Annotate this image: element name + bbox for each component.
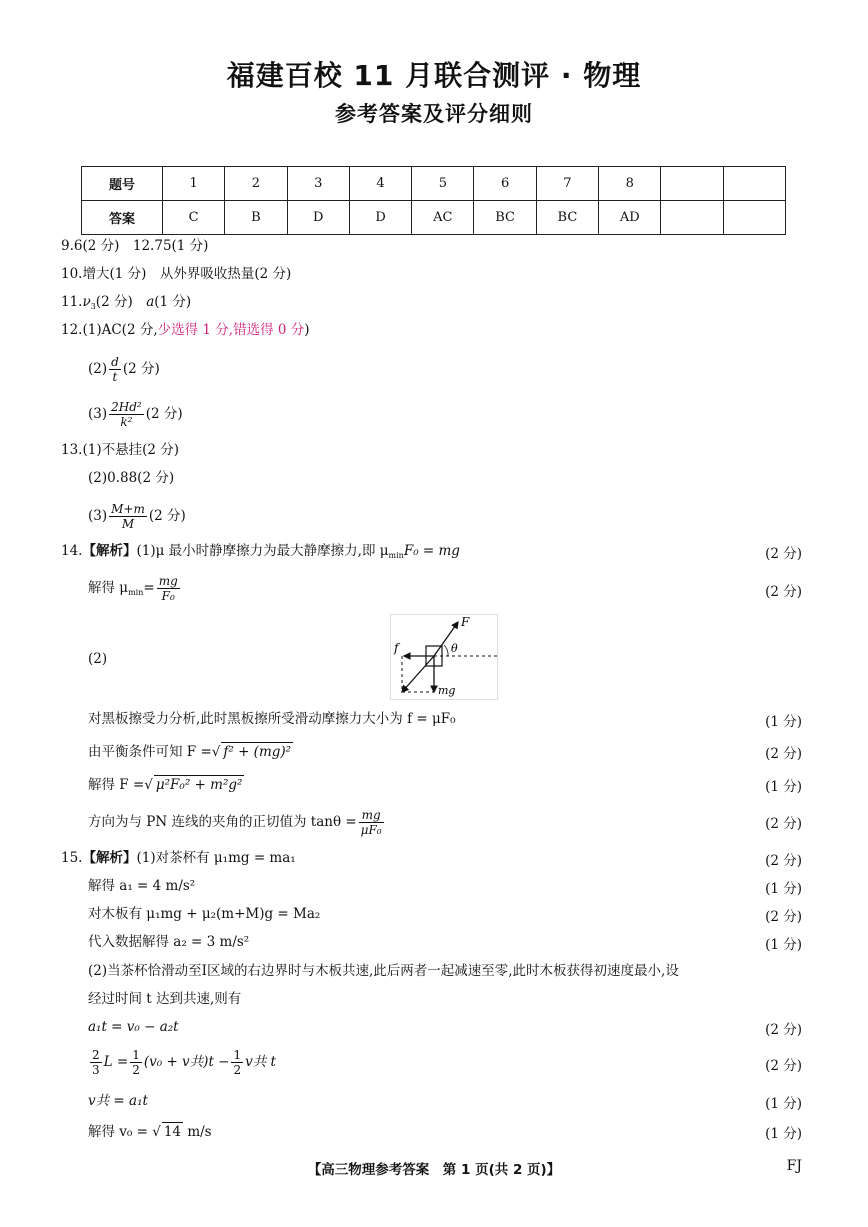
answer-q15-6: 经过时间 t 达到共速,则有 bbox=[88, 991, 242, 1007]
table-cell: BC bbox=[474, 201, 536, 235]
q12-3-fraction bbox=[109, 400, 144, 429]
corner-code: FJ bbox=[786, 1158, 802, 1174]
score-label: (2 分) bbox=[765, 546, 802, 562]
table-cell: BC bbox=[536, 201, 598, 235]
fraction-numerator: 2Hd² bbox=[111, 400, 142, 414]
fraction-denominator: k² bbox=[120, 415, 133, 429]
label-mg: mg bbox=[438, 684, 456, 697]
fraction-denominator: 2 bbox=[132, 1063, 140, 1077]
q11-symbol: ν bbox=[82, 294, 91, 310]
q12-3-score: (2 分) bbox=[145, 406, 183, 422]
fraction-denominator: t bbox=[112, 370, 118, 384]
q14-line5-radicand: f² + (mg)² bbox=[223, 744, 292, 760]
label-f: f bbox=[394, 641, 399, 655]
table-cell: B bbox=[225, 201, 287, 235]
table-cell bbox=[661, 201, 723, 235]
answer-q14-2 bbox=[88, 574, 182, 603]
table-cell: 3 bbox=[287, 167, 349, 201]
q15-number: 15. bbox=[61, 850, 83, 866]
q13-3-label: (3) bbox=[88, 508, 108, 524]
fraction-denominator: M bbox=[121, 517, 135, 531]
answer-q14-5 bbox=[88, 742, 293, 761]
fraction-half-b bbox=[231, 1048, 243, 1077]
score-label: (1 分) bbox=[765, 937, 802, 953]
q14-line1-eq: F₀ = mg bbox=[403, 543, 460, 559]
q12-2-score: (2 分) bbox=[122, 361, 160, 377]
fraction-denominator: 3 bbox=[92, 1063, 100, 1077]
score-label: (2 分) bbox=[765, 1058, 802, 1074]
answer-q13-2: (2)0.88(2 分) bbox=[88, 470, 175, 486]
table-header-number: 题号 bbox=[82, 167, 163, 201]
fraction-denominator: 2 bbox=[233, 1063, 242, 1077]
fraction-denominator: F₀ bbox=[161, 589, 175, 603]
fraction-numerator: 1 bbox=[233, 1048, 242, 1062]
q13-3-fraction bbox=[109, 502, 147, 531]
answer-q15-2: 解得 a₁ = 4 m/s² bbox=[88, 878, 196, 894]
table-cell: 7 bbox=[536, 167, 598, 201]
answer-table bbox=[81, 166, 786, 235]
resultant-arrow bbox=[402, 656, 434, 692]
table-cell bbox=[661, 167, 723, 201]
q13-3-score: (2 分) bbox=[148, 508, 186, 524]
score-label: (1 分) bbox=[765, 779, 802, 795]
answer-q12-1 bbox=[61, 321, 310, 339]
q12-1-note: 少选得 1 分,错选得 0 分 bbox=[157, 322, 305, 338]
fraction-numerator: mg bbox=[158, 574, 178, 588]
table-cell: AD bbox=[599, 201, 661, 235]
q14-line7-text: 方向为与 PN 连线的夹角的正切值为 tanθ = bbox=[88, 814, 357, 830]
q15-line10-unit: m/s bbox=[187, 1124, 212, 1140]
table-cell: C bbox=[163, 201, 225, 235]
table-cell: D bbox=[349, 201, 411, 235]
q12-1-text: 12.(1)AC(2 分, bbox=[61, 322, 158, 338]
answer-q15-5: (2)当茶杯恰滑动至Ⅰ区域的右边界时与木板共速,此后两者一起减速至零,此时木板获得初速度最小,设 bbox=[88, 963, 679, 979]
q14-line2-fraction bbox=[157, 574, 180, 603]
table-cell: 5 bbox=[412, 167, 474, 201]
q15-tag: 【解析】 bbox=[82, 850, 137, 866]
q11-subscript: 3 bbox=[90, 302, 96, 311]
table-cell: 2 bbox=[225, 167, 287, 201]
answer-q15-4: 代入数据解得 a₂ = 3 m/s² bbox=[88, 934, 250, 950]
q14-line6-text: 解得 F = bbox=[88, 777, 145, 793]
table-cell: AC bbox=[412, 201, 474, 235]
q14-line2-eq: = bbox=[143, 580, 155, 596]
answer-q12-2 bbox=[88, 355, 160, 384]
q14-tag: 【解析】 bbox=[82, 543, 137, 559]
answer-q11 bbox=[61, 293, 191, 316]
table-cell: 8 bbox=[599, 167, 661, 201]
score-label: (1 分) bbox=[765, 714, 802, 730]
label-theta: θ bbox=[451, 642, 458, 655]
q14-line7-fraction bbox=[359, 808, 384, 837]
q11-score-b: (1 分) bbox=[154, 294, 192, 310]
fraction-half-a bbox=[130, 1048, 142, 1077]
q11-symbol-a: a bbox=[146, 294, 155, 310]
q12-3-label: (3) bbox=[88, 406, 108, 422]
table-cell: D bbox=[287, 201, 349, 235]
answer-q14-6 bbox=[88, 775, 244, 794]
fraction-numerator: d bbox=[111, 355, 119, 369]
answer-q14-7 bbox=[88, 808, 386, 837]
score-label: (2 分) bbox=[765, 853, 802, 869]
fraction-numerator: mg bbox=[359, 808, 384, 823]
score-label: (1 分) bbox=[765, 1096, 802, 1112]
table-cell: 4 bbox=[349, 167, 411, 201]
q14-line2-sub: min bbox=[128, 588, 144, 597]
q15-line8-b: L = bbox=[103, 1054, 129, 1070]
q14-line2-a: 解得 μ bbox=[88, 580, 129, 596]
score-label: (1 分) bbox=[765, 881, 802, 897]
answer-q15-10 bbox=[88, 1122, 212, 1141]
table-row-numbers bbox=[82, 167, 786, 201]
answer-q12-3 bbox=[88, 400, 183, 429]
page-subtitle: 参考答案及评分细则 bbox=[335, 102, 533, 126]
answer-q14-1 bbox=[61, 542, 460, 565]
score-label: (2 分) bbox=[765, 746, 802, 762]
q14-line5-text: 由平衡条件可知 F = bbox=[88, 744, 212, 760]
page-title: 福建百校 11 月联合测评 · 物理 bbox=[226, 59, 642, 92]
q14-line6-radicand: μ²F₀² + m²g² bbox=[155, 777, 243, 793]
answer-q15-9: v共 = a₁t bbox=[88, 1093, 148, 1109]
answer-q15-7: a₁t = v₀ − a₂t bbox=[88, 1019, 179, 1035]
answer-q13-1: 13.(1)不悬挂(2 分) bbox=[61, 442, 180, 458]
q12-1-close: ) bbox=[304, 322, 310, 338]
page-footer: 【高三物理参考答案 第 1 页(共 2 页)】 bbox=[307, 1162, 561, 1178]
answer-q13-3 bbox=[88, 502, 186, 531]
fraction-two-thirds bbox=[90, 1048, 102, 1077]
q11-prefix: 11. bbox=[61, 294, 83, 310]
answer-q15-8 bbox=[88, 1048, 276, 1077]
q14-line1: (1)μ 最小时静摩擦力为最大静摩擦力,即 μ bbox=[136, 543, 389, 559]
q15-line1: (1)对茶杯有 μ₁mg = ma₁ bbox=[136, 850, 296, 866]
table-header-answer: 答案 bbox=[82, 201, 163, 235]
q12-2-fraction bbox=[109, 355, 121, 384]
answer-q15-3: 对木板有 μ₁mg + μ₂(m+M)g = Ma₂ bbox=[88, 906, 321, 922]
table-cell bbox=[723, 167, 785, 201]
sqrt-symbol: √ bbox=[144, 777, 153, 793]
q14-line1-sub: min bbox=[388, 551, 404, 560]
score-label: (2 分) bbox=[765, 584, 802, 600]
table-cell bbox=[723, 201, 785, 235]
q15-line8-d: (v₀ + v共)t − bbox=[143, 1054, 230, 1070]
sqrt-symbol: √ bbox=[211, 744, 221, 760]
q14-number: 14. bbox=[61, 543, 83, 559]
table-row-answers bbox=[82, 201, 786, 235]
answer-q10: 10.增大(1 分) 从外界吸收热量(2 分) bbox=[61, 266, 292, 282]
score-label: (2 分) bbox=[765, 816, 802, 832]
score-label: (1 分) bbox=[765, 1126, 802, 1142]
q11-score-a: (2 分) bbox=[95, 294, 147, 310]
q15-line10-radicand: 14 bbox=[163, 1124, 182, 1140]
fraction-numerator: 1 bbox=[132, 1048, 140, 1062]
q15-line8-f: v共 t bbox=[245, 1054, 276, 1070]
q12-2-label: (2) bbox=[88, 361, 108, 377]
fraction-numerator: M+m bbox=[111, 502, 145, 516]
q15-line10-text: 解得 v₀ = bbox=[88, 1124, 148, 1140]
answer-q9: 9.6(2 分) 12.75(1 分) bbox=[61, 238, 209, 254]
answer-q14-4: 对黑板擦受力分析,此时黑板擦所受滑动摩擦力大小为 f = μF₀ bbox=[88, 711, 456, 727]
label-F: F bbox=[461, 615, 470, 629]
force-diagram bbox=[390, 614, 500, 700]
sqrt-symbol: √ bbox=[152, 1124, 161, 1140]
answer-q14-part2: (2) bbox=[88, 651, 108, 667]
fraction-numerator: 2 bbox=[92, 1048, 100, 1062]
answer-q15-1 bbox=[61, 849, 296, 867]
score-label: (2 分) bbox=[765, 1022, 802, 1038]
theta-arc bbox=[444, 645, 448, 656]
table-cell: 1 bbox=[163, 167, 225, 201]
table-cell: 6 bbox=[474, 167, 536, 201]
fraction-denominator: μF₀ bbox=[360, 823, 382, 837]
score-label: (2 分) bbox=[765, 909, 802, 925]
